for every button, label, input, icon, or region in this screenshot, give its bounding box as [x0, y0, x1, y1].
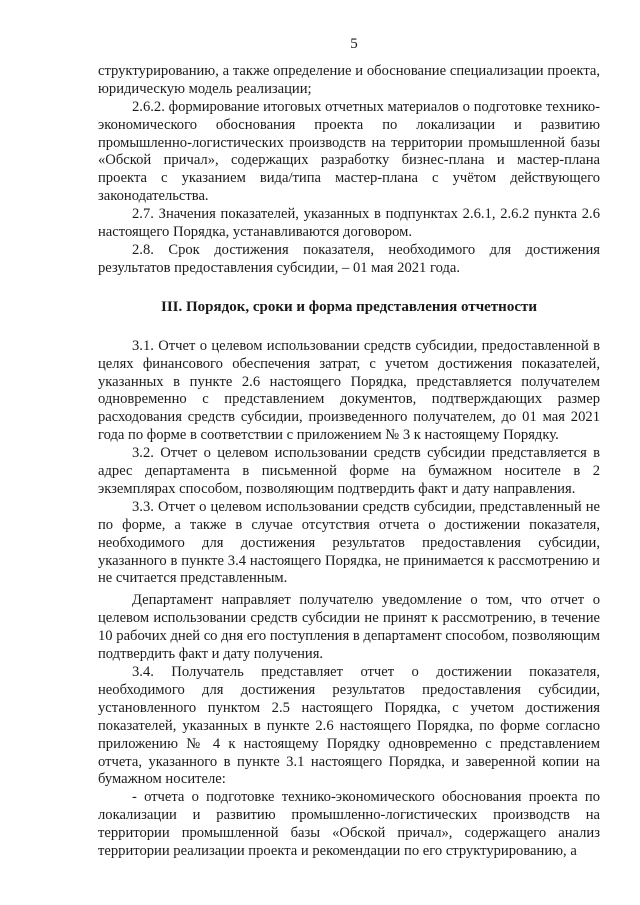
paragraph-list-item: - отчета о подготовке технико-экономического обоснования проекта по локализации и развитию промышленно-логистических производств на территории промышленной базы «Обской причал», содержащего анализ территории реализации проекта и рекомендации по его структурированию, а [98, 789, 600, 860]
page-number: 5 [350, 36, 358, 52]
paragraph-2-8: 2.8. Срок достижения показателя, необходимого для достижения результатов предоставления субсидии, – 01 мая 2021 года. [98, 241, 600, 276]
paragraph-3-2: 3.2. Отчет о целевом использовании средств субсидии представляется в адрес департамента в письменной форме на бумажном носителе в 2 экземплярах способом, позволяющим подтвердить факт и дату направления. [98, 445, 600, 497]
paragraph-3-4: 3.4. Получатель представляет отчет о достижении показателя, необходимого для достижения результатов предоставления субсидии, установленного пунктом 2.5 настоящего Порядка, с учетом достижения показателей, указанных в пункте 2.6 настоящего Порядка, по форме согласно приложению № 4 к настоящему Порядку одновременно с представлением отчета, указанного в пункте 3.1 настоящего Порядка, и заверенной копии на бумажном носителе: [98, 664, 600, 788]
paragraph-2-7: 2.7. Значения показателей, указанных в подпунктах 2.6.1, 2.6.2 пункта 2.6 настоящего Порядка, устанавливаются договором. [98, 206, 600, 241]
paragraph-continuation: структурированию, а также определение и обоснование специализации проекта, юридическую модель реализации; [98, 62, 600, 97]
paragraph-3-3: 3.3. Отчет о целевом использовании средств субсидии, представленный не по форме, а также в случае отсутствия отчета о достижении показателя, необходимого для достижения результатов предоставления субсидии, указанного в пункте 3.4 настоящего Порядка, не принимается к рассмотрению и не считается представленным. [98, 498, 600, 587]
section-heading: III. Порядок, сроки и форма представления отчетности [161, 298, 537, 315]
paragraph-3-1: 3.1. Отчет о целевом использовании средств субсидии, предоставленной в целях финансового обеспечения затрат, с учетом достижения показателей, указанных в пункте 2.6 настоящего Порядка, представляется получателем одновременно с представлением документов, подтверждающих размер расходования средств субсидии, произведенного получателем, до 01 мая 2021 года по форме в соответствии с приложением № 3 к настоящему Порядку. [98, 337, 600, 444]
paragraph-2-6-2: 2.6.2. формирование итоговых отчетных материалов о подготовке технико-экономического обоснования проекта по локализации и развитию промышленно-логистических производств на территории промышленной базы «Обской причал», содержащих разработку бизнес-плана и мастер-плана проекта с указанием вида/типа мастер-плана с учётом действующего законодательства. [98, 98, 600, 205]
paragraph-department-notice: Департамент направляет получателю уведомление о том, что отчет о целевом использовании средств субсидии не принят к рассмотрению, в течение 10 рабочих дней со дня его поступления в департамент способом, позволяющим подтвердить факт и дату получения. [98, 592, 600, 663]
